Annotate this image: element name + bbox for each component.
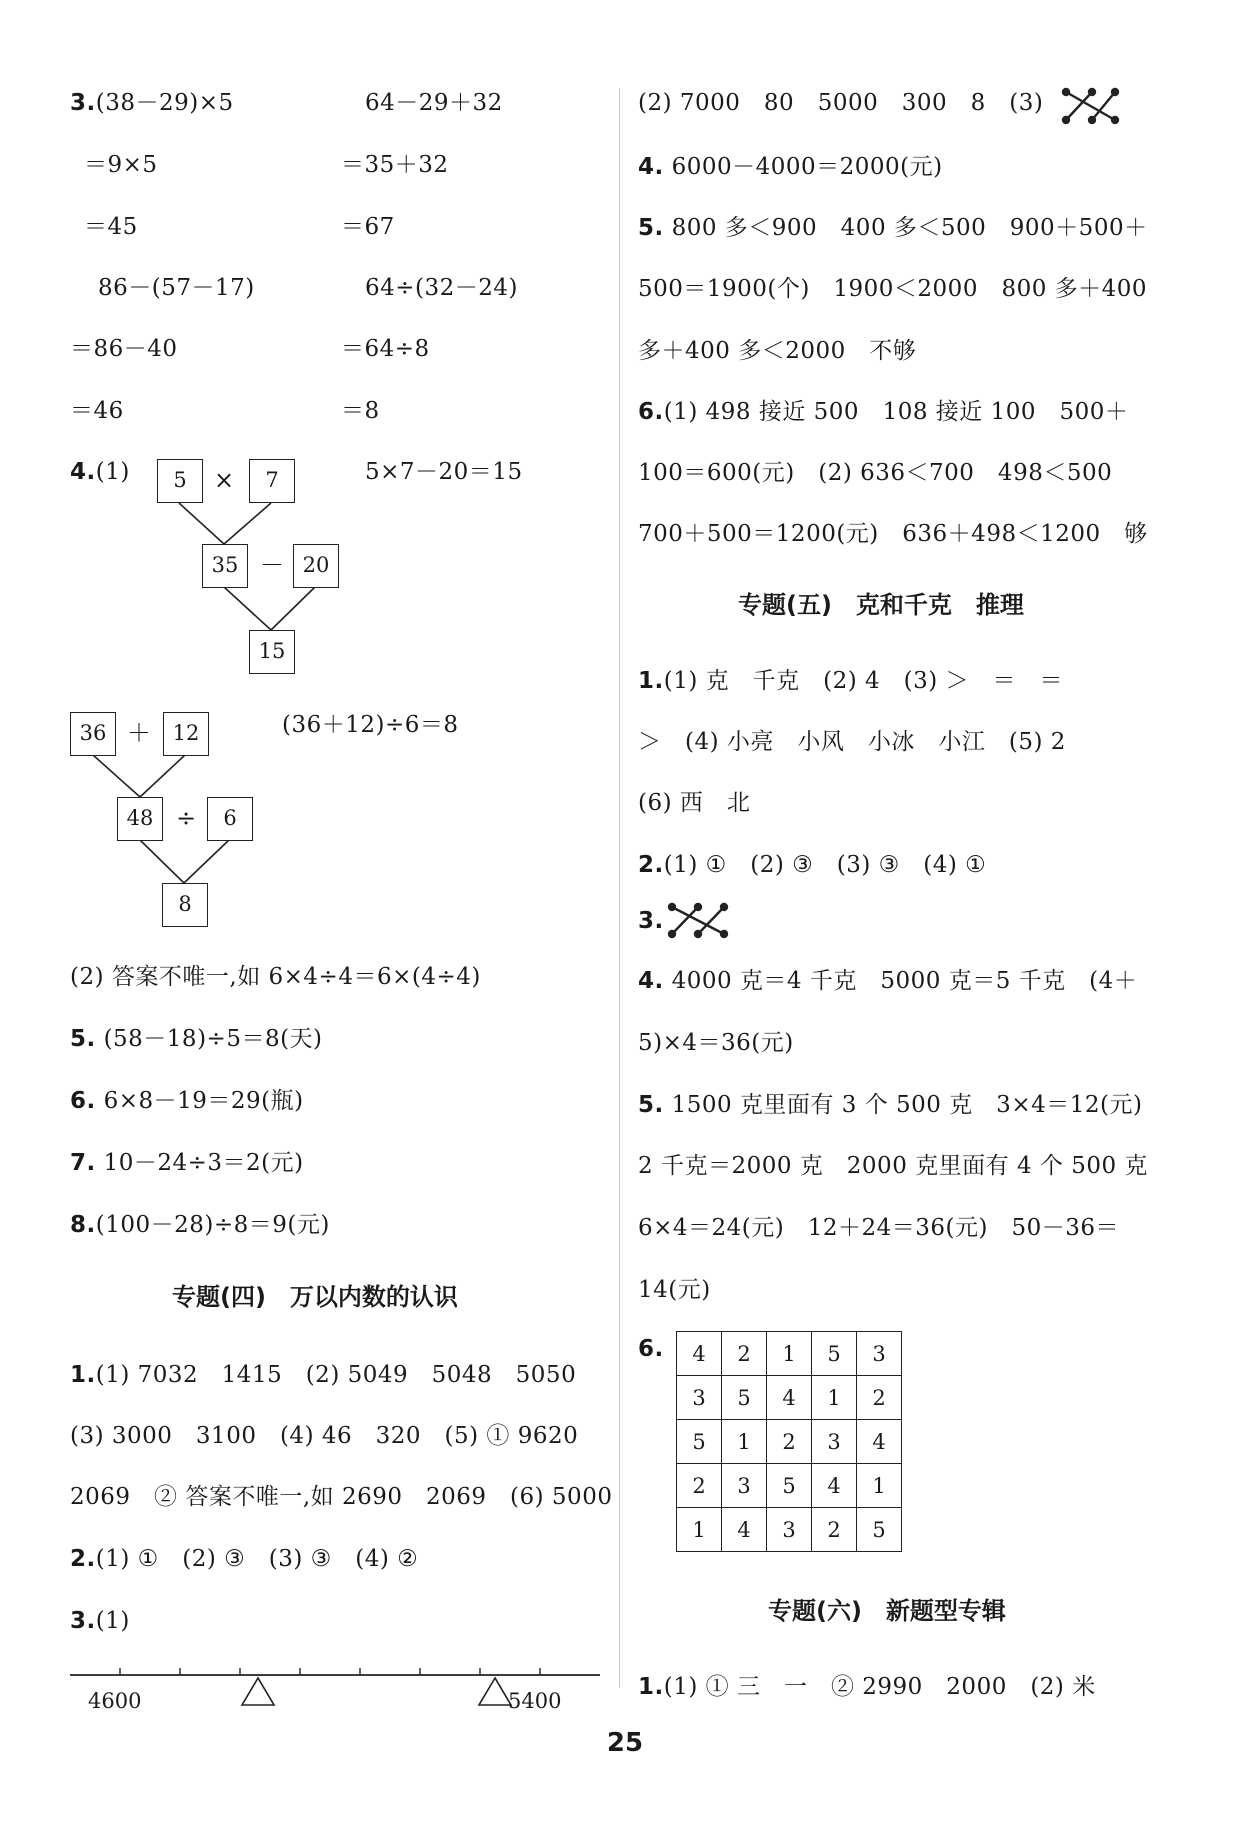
grid-cell: 4 [767,1376,812,1420]
grid-cell: 5 [767,1464,812,1508]
grid-cell: 2 [812,1508,857,1552]
right-q6-line3: 700＋500＝1200(元) 636＋498＜1200 够 [638,521,1148,547]
left-q6: 6. 6×8－19＝29(瓶) [70,1088,304,1114]
grid-cell: 4 [812,1464,857,1508]
t5-q1-line1: 1.(1) 克 千克 (2) 4 (3) ＞ ＝ ＝ [638,668,1064,694]
t4-q2: 2.(1) ① (2) ③ (3) ③ (4) ② [70,1546,419,1572]
t4-q1-line1: 1.(1) 7032 1415 (2) 5049 5048 5050 [70,1362,577,1388]
grid-cell: 1 [677,1508,722,1552]
grid-cell: 5 [722,1376,767,1420]
grid-cell: 3 [722,1464,767,1508]
grid-cell: 3 [677,1376,722,1420]
left-q3-b3: ＝67 [341,214,395,240]
tree2-op1: ＋ [127,719,151,747]
t5-q3: 3. [638,908,664,934]
t5-q4-line1: 4. 4000 克＝4 千克 5000 克＝5 千克 (4＋ [638,968,1138,994]
grid-cell: 5 [677,1420,722,1464]
t4-q1-line3: 2069 ② 答案不唯一,如 2690 2069 (6) 5000 [70,1484,613,1510]
right-q5-line3: 多＋400 多＜2000 不够 [638,338,917,364]
right-q5-line2: 500＝1900(个) 1900＜2000 800 多＋400 [638,276,1148,302]
tree1-box-a: 5 [157,459,203,503]
page-number: 25 [606,1728,644,1758]
t5-q5-line4: 14(元) [638,1277,711,1303]
t5-q5-line1: 5. 1500 克里面有 3 个 500 克 3×4＝12(元) [638,1092,1143,1118]
t5-q2: 2.(1) ① (2) ③ (3) ③ (4) ① [638,852,987,878]
right-q5-line1: 5. 800 多＜900 400 多＜500 900＋500＋ [638,215,1148,241]
grid-cell: 2 [722,1332,767,1376]
grid-cell: 1 [857,1464,902,1508]
grid-cell: 1 [767,1332,812,1376]
grid-cell: 2 [677,1464,722,1508]
tree2-op2: ÷ [176,804,197,832]
topic4-heading: 专题(四) 万以内数的认识 [172,1283,458,1311]
tree2-box-a: 36 [70,712,116,756]
tree1-box-result: 15 [249,630,295,674]
left-q3-a3: ＝45 [84,214,138,240]
tree2-box-b: 12 [163,712,209,756]
right-top-line: (2) 7000 80 5000 300 8 (3) [638,90,1044,116]
grid-cell: 5 [812,1332,857,1376]
topic6-heading: 专题(六) 新题型专辑 [768,1597,1006,1625]
tree1-op1: × [214,466,235,494]
left-q3-b1: 64－29＋32 [365,90,503,116]
grid-cell: 3 [857,1332,902,1376]
right-q6-line2: 100＝600(元) (2) 636＜700 498＜500 [638,460,1113,486]
logic-grid [676,1331,902,1552]
left-q3-d3: ＝8 [341,398,380,424]
t5-q1-line2: ＞ (4) 小亮 小风 小冰 小江 (5) 2 [638,729,1066,755]
topic5-heading: 专题(五) 克和千克 推理 [738,591,1024,619]
grid-cell: 4 [857,1420,902,1464]
tree1-box-c: 20 [293,544,339,588]
left-q5: 5. (58－18)÷5＝8(天) [70,1026,323,1052]
tree1-box-b: 7 [249,459,295,503]
left-q3-c3: ＝46 [70,398,124,424]
grid-row [677,1464,902,1508]
left-q3-line1: 3.(38－29)×5 [70,90,234,116]
t5-q4-line2: 5)×4＝36(元) [638,1030,794,1056]
grid-cell: 4 [722,1508,767,1552]
grid-cell: 3 [767,1508,812,1552]
left-q3-b2: ＝35＋32 [341,152,449,178]
grid-cell: 4 [677,1332,722,1376]
tree2-box-c: 6 [207,797,253,841]
grid-row [677,1376,902,1420]
left-q3-d2: ＝64÷8 [341,336,430,362]
grid-row [677,1420,902,1464]
t5-q5-line3: 6×4＝24(元) 12＋24＝36(元) 50－36＝ [638,1215,1120,1241]
grid-cell: 2 [857,1376,902,1420]
left-q7: 7. 10－24÷3＝2(元) [70,1150,304,1176]
left-q4-line1: 4.(1) [70,459,130,485]
left-q8: 8.(100－28)÷8＝9(元) [70,1212,330,1238]
tree2-equation: (36＋12)÷6＝8 [282,712,459,738]
left-q4-part2: (2) 答案不唯一,如 6×4÷4＝6×(4÷4) [70,964,481,990]
t4-q1-line2: (3) 3000 3100 (4) 46 320 (5) ① 9620 [70,1423,579,1449]
left-q3-c2: ＝86－40 [70,336,178,362]
tree1-box-mid: 35 [202,544,248,588]
t5-q5-line2: 2 千克＝2000 克 2000 克里面有 4 个 500 克 [638,1153,1148,1179]
right-q6-line1: 6.(1) 498 接近 500 108 接近 100 500＋ [638,399,1129,425]
grid-row [677,1508,902,1552]
grid-row [677,1332,902,1376]
grid-cell: 1 [812,1376,857,1420]
axis-label-left: 4600 [88,1689,142,1713]
tree1-equation: 5×7－20＝15 [365,459,523,485]
left-q3-d1: 64÷(32－24) [365,275,519,301]
left-q3-c1: 86－(57－17) [98,275,255,301]
right-q4: 4. 6000－4000＝2000(元) [638,154,943,180]
grid-cell: 1 [722,1420,767,1464]
t4-q3: 3.(1) [70,1608,130,1634]
grid-cell: 2 [767,1420,812,1464]
grid-cell: 3 [812,1420,857,1464]
t5-q6: 6. [638,1336,664,1362]
t6-q1-line1: 1.(1) ① 三 一 ② 2990 2000 (2) 米 [638,1674,1096,1700]
left-q3-a2: ＝9×5 [84,152,158,178]
tree1-op2: － [260,551,284,579]
grid-cell: 5 [857,1508,902,1552]
t5-q1-line3: (6) 西 北 [638,790,751,816]
axis-label-right: 5400 [508,1689,562,1713]
tree2-box-mid: 48 [117,797,163,841]
tree2-box-result: 8 [162,883,208,927]
